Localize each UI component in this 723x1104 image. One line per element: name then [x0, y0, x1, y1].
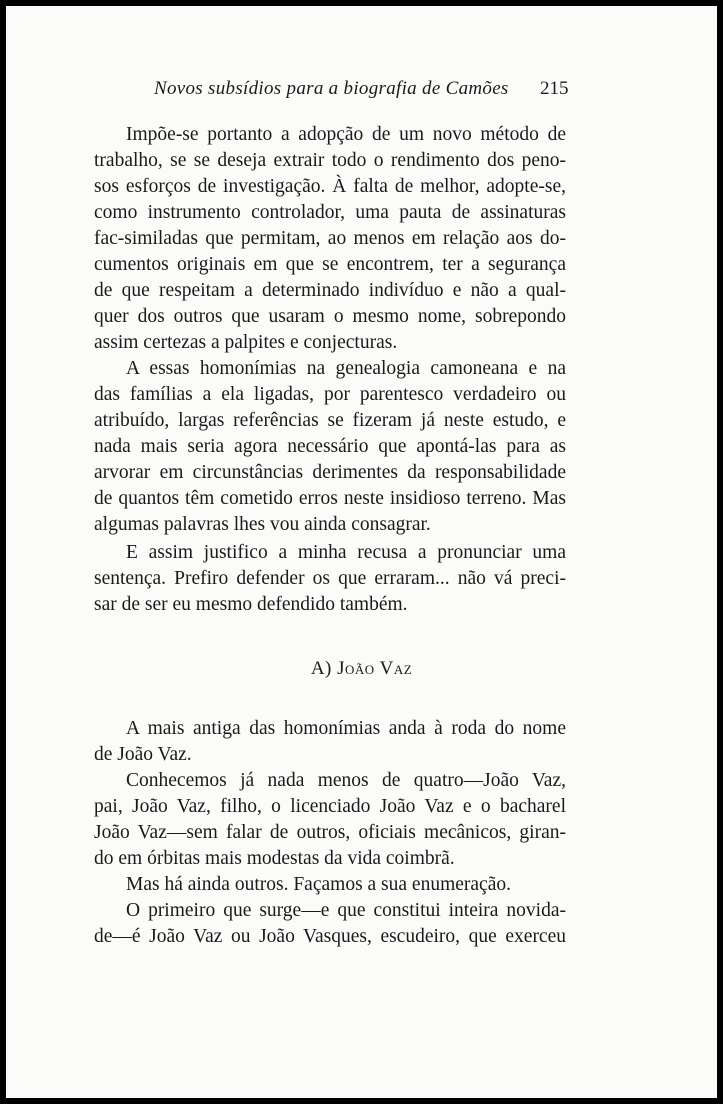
text-line: Impõe-se portanto a adopção de um novo método de — [126, 124, 566, 145]
text-line: de—é João Vaz ou João Vasques, escudeiro, que exerceu — [94, 926, 566, 947]
text-line: das famílias a ela ligadas, por parentesco verdadeiro ou — [94, 384, 566, 405]
text-line: sos esforços de investigação. À falta de melhor, adopte-se, — [94, 176, 566, 197]
text-line: sentença. Prefiro defender os que erraram... não vá preci- — [94, 568, 566, 589]
text-line: pai, João Vaz, filho, o licenciado João Vaz e o bacharel — [94, 796, 566, 817]
running-title: Novos subsídios para a biografia de Camões — [154, 78, 509, 99]
text-line: nada mais seria agora necessário que apontá-las para as — [94, 436, 566, 457]
text-line: sar de ser eu mesmo defendido também. — [94, 594, 408, 615]
document-page — [6, 6, 717, 1098]
text-line: fac-similadas que permitam, ao menos em relação aos do- — [94, 228, 566, 249]
text-line: Mas há ainda outros. Façamos a sua enumeração. — [126, 874, 511, 895]
text-line: atribuído, largas referências se fizeram já neste estudo, e — [94, 410, 566, 431]
text-line: João Vaz—sem falar de outros, oficiais mecânicos, giran- — [94, 822, 566, 843]
text-line: do em órbitas mais modestas da vida coimbrã. — [94, 848, 455, 869]
text-line: trabalho, se se deseja extrair todo o rendimento dos peno- — [94, 150, 566, 171]
text-line: assim certezas a palpites e conjecturas. — [94, 332, 398, 353]
text-line: O primeiro que surge—e que constitui inteira novida- — [126, 900, 566, 921]
text-line: cumentos originais em que se encontrem, ter a segurança — [94, 254, 566, 275]
text-line: A essas homonímias na genealogia camoneana e na — [126, 358, 566, 379]
text-line: quer dos outros que usaram o mesmo nome, sobrepondo — [94, 306, 566, 327]
text-line: E assim justifico a minha recusa a pronunciar uma — [126, 542, 566, 563]
page-number: 215 — [540, 78, 569, 99]
text-line: como instrumento controlador, uma pauta de assinaturas — [94, 202, 566, 223]
text-line: algumas palavras lhes vou ainda consagrar. — [94, 514, 431, 535]
section-heading: A) João Vaz — [310, 658, 413, 679]
text-line: de que respeitam a determinado indivíduo e não a qual- — [94, 280, 566, 301]
text-line: A mais antiga das homonímias anda à roda do nome — [126, 718, 566, 739]
text-line: Conhecemos já nada menos de quatro—João Vaz, — [126, 770, 566, 791]
page-header — [6, 78, 717, 108]
text-line: arvorar em circunstâncias derimentes da responsabilidade — [94, 462, 566, 483]
text-line: de João Vaz. — [94, 744, 192, 765]
text-line: de quantos têm cometido erros neste insidioso terreno. Mas — [94, 488, 566, 509]
